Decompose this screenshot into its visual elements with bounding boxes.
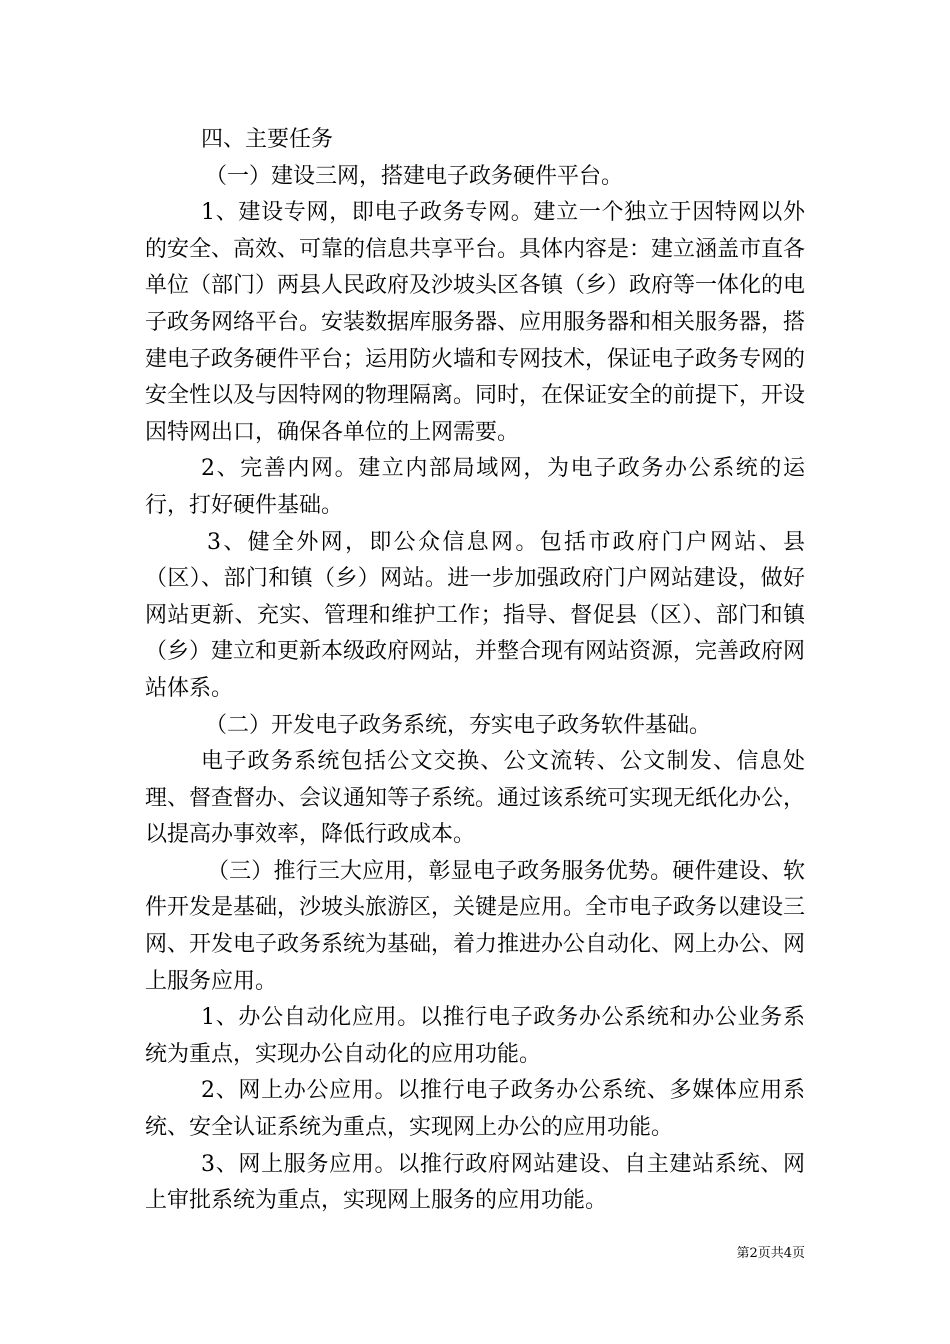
paragraph-office-automation: 1、办公自动化应用。以推行电子政务办公系统和办公业务系统为重点，实现办公自动化的应用功能。 xyxy=(145,1005,805,1067)
section-heading: 四、主要任务 xyxy=(201,127,334,152)
subsection-heading-2: （二）开发电子政务系统，夯实电子政务软件基础。 xyxy=(205,712,712,738)
page-number-footer: 第2页共4页 xyxy=(736,1246,805,1261)
paragraph-intranet: 2、完善内网。建立内部局域网，为电子政务办公系统的运行，打好硬件基础。 xyxy=(145,456,805,518)
document-body xyxy=(145,122,805,1220)
paragraph-private-network: 1、建设专网，即电子政务专网。建立一个独立于因特网以外的安全、高效、可靠的信息共享平台。具体内容是：建立涵盖市直各单位（部门）两县人民政府及沙坡头区各镇（乡）政府等一体化的电子政务网络平台。安装数据库服务器、应用服务器和相关服务器，搭建电子政务硬件平台；运用防火墙和专网技术，保证电子政务专网的安全性以及与因特网的物理隔离。同时，在保证安全的前提下，开设因特网出口，确保各单位的上网需要。 xyxy=(145,200,806,445)
paragraph-online-service: 3、网上服务应用。以推行政府网站建设、自主建站系统、网上审批系统为重点，实现网上服务的应用功能。 xyxy=(145,1151,805,1214)
paragraph-egov-system: 电子政务系统包括公文交换、公文流转、公文制发、信息处理、督查督办、会议通知等子系统。通过该系统可实现无纸化办公，以提高办事效率，降低行政成本。 xyxy=(145,749,806,848)
paragraph-extranet: 3、健全外网，即公众信息网。包括市政府门户网站、县（区）、部门和镇（乡）网站。进一步加强政府门户网站建设，做好网站更新、充实、管理和维护工作；指导、督促县（区）、部门和镇（乡）建立和更新本级政府网站，并整合现有网站资源，完善政府网站体系。 xyxy=(145,529,806,701)
subsection-heading-1: （一）建设三网，搭建电子政务硬件平台。 xyxy=(205,163,624,189)
paragraph-online-office: 2、网上办公应用。以推行电子政务办公系统、多媒体应用系统、安全认证系统为重点，实现网上办公的应用功能。 xyxy=(145,1078,805,1141)
subsection-heading-3: （三）推行三大应用，彰显电子政务服务优势。硬件建设、软件开发是基础，沙坡头旅游区，关键是应用。全市电子政务以建设三网、开发电子政务系统为基础，着力推进办公自动化、网上办公、网上服务应用。 xyxy=(145,858,806,994)
